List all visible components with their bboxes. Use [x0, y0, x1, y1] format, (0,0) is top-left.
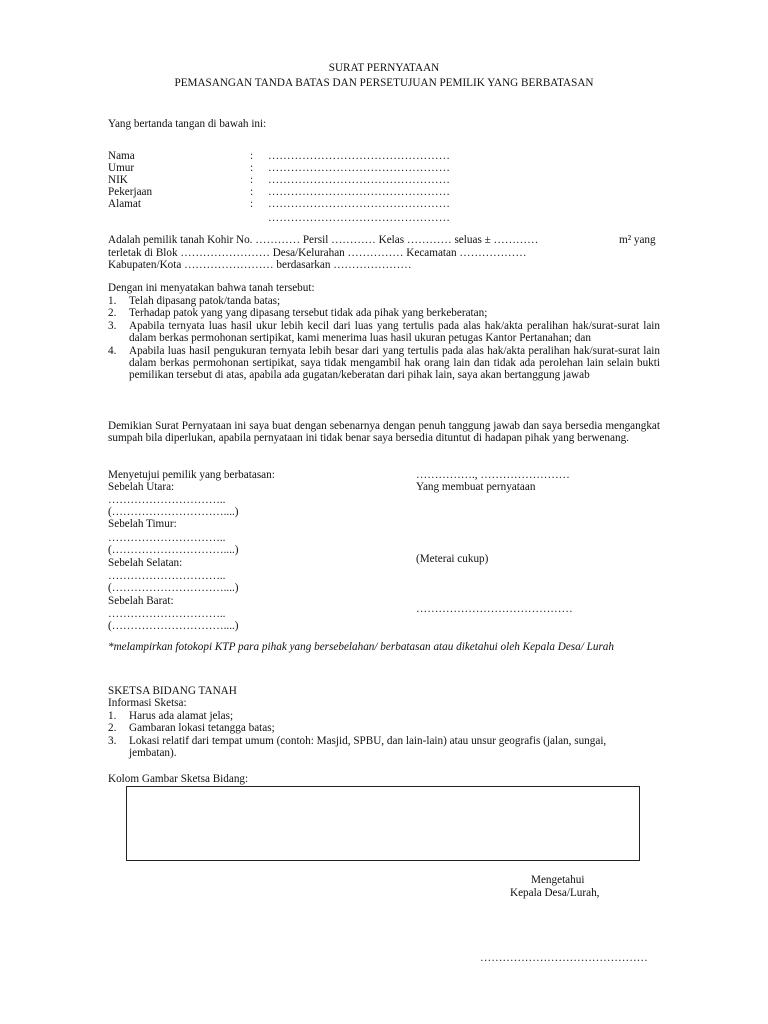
neighbor-east-fill: …………………………..	[108, 532, 226, 544]
sketch-info-number: 1.	[108, 710, 117, 722]
sketch-info-number: 2.	[108, 722, 117, 735]
identity-fill-line: …………………………………………	[268, 162, 451, 174]
closing-paragraph: Demikian Surat Pernyataan ini saya buat dengan sebenarnya dengan penuh tanggung jawab dan saya bersedia mengangkat sumpah bila diperlukan, apabila pernyataan ini tidak benar saya bersedia dituntut di hadapan pihak yang berwenang.	[108, 420, 660, 445]
statement-list	[108, 295, 660, 382]
acknowledge-title: Kepala Desa/Lurah,	[510, 887, 600, 899]
neighbors-heading: Menyetujui pemilik yang berbatasan:	[108, 469, 275, 481]
statement-item	[108, 307, 660, 319]
neighbor-east-name: (…………………………....)	[108, 544, 239, 556]
neighbor-north-fill: …………………………..	[108, 494, 226, 506]
statement-intro: Dengan ini menyatakan bahwa tanah tersebut:	[108, 282, 315, 294]
identity-fill-line: …………………………………………	[268, 150, 451, 162]
identity-fill-line: …………………………………………	[268, 186, 451, 198]
declarant-place-date: ……………., ……………………	[416, 469, 570, 481]
identity-colon: :	[250, 198, 254, 210]
statement-text: Terhadap patok yang yang dipasang tersebut tidak ada pihak yang berkeberatan;	[129, 307, 488, 320]
identity-colon: :	[250, 162, 254, 174]
identity-row-nik	[108, 174, 488, 186]
neighbor-north-name: (…………………………....)	[108, 506, 239, 518]
neighbor-north-label: Sebelah Utara:	[108, 481, 175, 493]
identity-row-address	[108, 198, 488, 210]
identity-row-name	[108, 150, 488, 162]
sketch-info-item	[108, 722, 660, 734]
village-head-signature-line: ………………………………………	[480, 952, 648, 964]
owner-line-1: Adalah pemilik tanah Kohir No. ………… Persil ………… Kelas ………… seluas ± …………	[108, 234, 539, 246]
document-subtitle: PEMASANGAN TANDA BATAS DAN PERSETUJUAN PEMILIK YANG BERBATASAN	[174, 77, 594, 89]
sketch-info-label: Informasi Sketsa:	[108, 697, 187, 709]
address-extra-fill-line: …………………………………………	[268, 212, 451, 224]
identity-label: Pekerjaan	[108, 186, 153, 198]
neighbor-west-label: Sebelah Barat:	[108, 595, 174, 607]
identity-label: Nama	[108, 150, 135, 162]
declarant-signature-line: ……………………………………	[416, 603, 573, 615]
neighbor-south-label: Sebelah Selatan:	[108, 557, 183, 569]
owner-line-2: terletak di Blok …………………… Desa/Kelurahan …………… Kecamatan ………………	[108, 247, 527, 259]
identity-label: Alamat	[108, 198, 141, 210]
sketch-info-text: Lokasi relatif dari tempat umum (contoh: Masjid, SPBU, dan lain-lain) atau unsur geografis (jalan, sungai, jembatan).	[129, 734, 607, 760]
document-title: SURAT PERNYATAAN	[328, 62, 440, 74]
sketch-heading: SKETSA BIDANG TANAH	[108, 685, 237, 697]
owner-line-1-unit: m² yang	[619, 234, 656, 246]
statement-number: 3.	[108, 319, 117, 332]
intro-text: Yang bertanda tangan di bawah ini:	[108, 118, 267, 130]
identity-colon: :	[250, 150, 254, 162]
identity-fill-line: …………………………………………	[268, 174, 451, 186]
neighbor-south-fill: …………………………..	[108, 570, 226, 582]
acknowledge-heading: Mengetahui	[531, 874, 585, 886]
sketch-info-text: Gambaran lokasi tetangga batas;	[129, 722, 275, 735]
sketch-info-list	[108, 710, 660, 760]
sketch-info-number: 3.	[108, 734, 117, 747]
sketch-box-label: Kolom Gambar Sketsa Bidang:	[108, 773, 249, 785]
neighbor-west-name: (…………………………....)	[108, 620, 239, 632]
statement-text: Apabila luas hasil pengukuran ternyata lebih besar dari yang tertulis pada alas hak/akta peralihan hak/surat-surat lain dalam berkas permohonan sertipikat, saya tidak mengambil hak orang lain dan tidak ada perolehan lain selain bukti pemilikan tersebut di atas, apabila ada gugatan/keberatan dari pihak lain, saya akan bertanggung jawab	[129, 344, 660, 382]
neighbor-west-fill: …………………………..	[108, 608, 226, 620]
owner-line-3: Kabupaten/Kota …………………… berdasarkan …………………	[108, 259, 412, 271]
statement-number: 2.	[108, 307, 117, 320]
statement-number: 4.	[108, 344, 117, 357]
statement-item	[108, 320, 660, 345]
identity-row-age	[108, 162, 488, 174]
sketch-info-item	[108, 710, 660, 722]
statement-item	[108, 295, 660, 307]
stamp-note: (Meterai cukup)	[416, 553, 489, 565]
declarant-label: Yang membuat pernyataan	[416, 481, 536, 493]
sketch-info-item	[108, 735, 660, 760]
footnote: *melampirkan fotokopi KTP para pihak yang bersebelahan/ berbatasan atau diketahui oleh Kepala Desa/ Lurah	[108, 641, 614, 653]
statement-text: Apabila ternyata luas hasil ukur lebih kecil dari luas yang tertulis pada alas hak/akta peralihan hak/surat-surat lain dalam berkas permohonan sertipikat, kami menerima luas hasil ukuran petugas Kantor Pertanahan; dan	[129, 319, 660, 345]
statement-text: Telah dipasang patok/tanda batas;	[129, 295, 281, 307]
sketch-info-text: Harus ada alamat jelas;	[129, 710, 234, 722]
identity-colon: :	[250, 186, 254, 198]
statement-number: 1.	[108, 295, 117, 307]
identity-fill-line: …………………………………………	[268, 198, 451, 210]
neighbor-south-name: (…………………………....)	[108, 582, 239, 594]
identity-label: NIK	[108, 174, 128, 186]
identity-label: Umur	[108, 162, 135, 174]
statement-item	[108, 345, 660, 382]
sketch-drawing-box[interactable]	[126, 786, 640, 861]
neighbor-east-label: Sebelah Timur:	[108, 518, 177, 530]
identity-row-occupation	[108, 186, 488, 198]
identity-colon: :	[250, 174, 254, 186]
